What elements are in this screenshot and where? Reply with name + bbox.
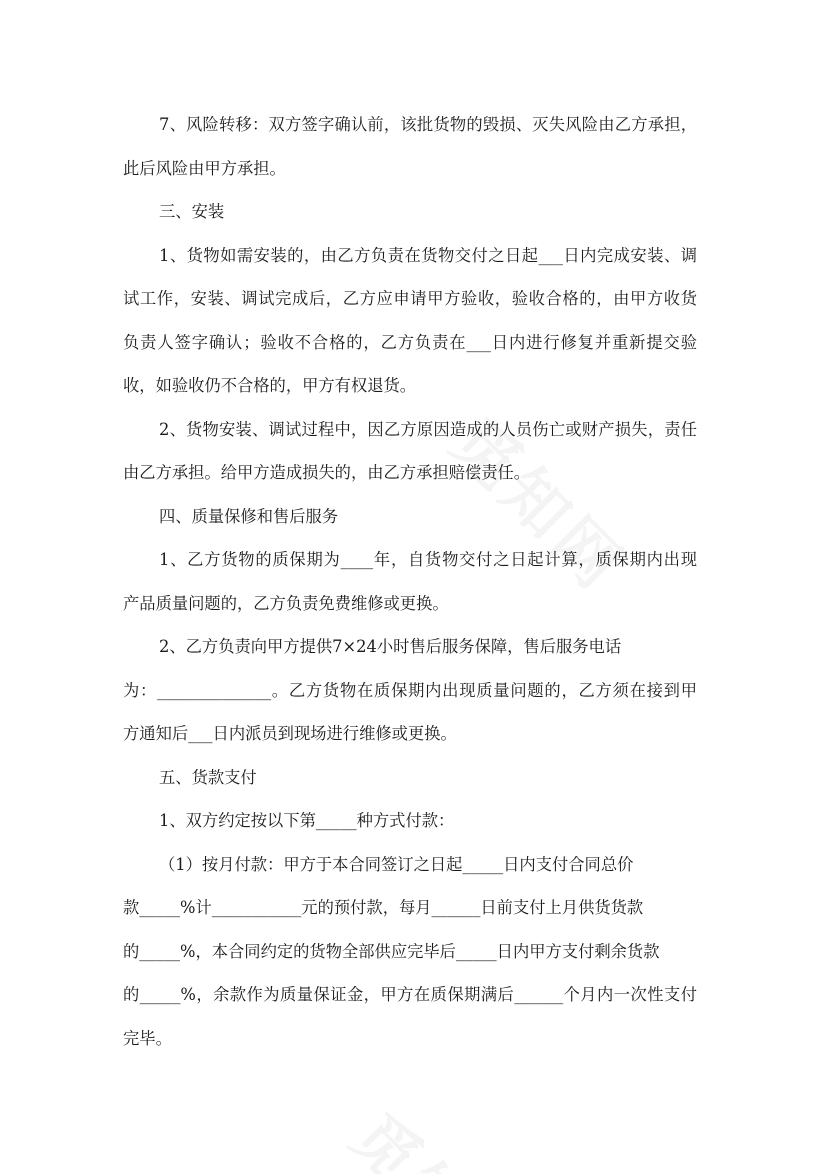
contract-body [123,103,697,1060]
text-line: 完毕。 [123,1028,172,1048]
text-line: 产品质量问题的，乙方负责免费维修或更换。 [123,593,449,613]
text-line: 由乙方承担。给甲方造成损失的，由乙方承担赔偿责任。 [123,463,531,482]
section-heading-installation: 三、安装 [159,202,225,221]
text-line: 为：______________。乙方货物在质保期内出现质量问题的，乙方须在接到甲 [123,680,697,700]
section-heading-warranty: 四、质量保修和售后服务 [159,506,339,526]
text-line: （1）按月付款：甲方于本合同签订之日起_____日内支付合同总价 [159,854,634,874]
text-line: 的_____%，本合同约定的货物全部供应完毕后_____日内甲方支付剩余货款 [123,941,660,961]
text-line: 方通知后___日内派员到现场进行维修或更换。 [123,724,457,743]
watermark [335,1090,549,1174]
text-line: 收，如验收仍不合格的，甲方有权退货。 [123,376,417,395]
text-line: 1、双方约定按以下第_____种方式付款： [159,811,455,830]
text-line: 1、货物如需安装的，由乙方负责在货物交付之日起___日内完成安装、调 [159,245,697,265]
text-line: 款_____%计___________元的预付款，每月______日前支付上月供货货款 [123,898,644,917]
text-line: 试工作，安装、调试完成后，乙方应申请甲方验收，验收合格的，由甲方收货 [123,289,697,308]
text-line: 负责人签字确认；验收不合格的，乙方负责在___日内进行修复并重新提交验 [123,332,697,352]
text-line: 7、风险转移：双方签字确认前，该批货物的毁损、灭失风险由乙方承担， [159,115,697,134]
text-line: 的_____%，余款作为质量保证金，甲方在质保期满后______个月内一次性支付 [123,985,697,1004]
text-line: 2、货物安装、调试过程中，因乙方原因造成的人员伤亡或财产损失，责任 [159,419,697,439]
section-heading-payment: 五、货款支付 [159,767,257,787]
text-line: 1、乙方货物的质保期为____年，自货物交付之日起计算，质保期内出现 [159,550,697,569]
text-line: 2、乙方负责向甲方提供7×24小时售后服务保障，售后服务电话 [159,637,622,656]
text-line: 此后风险由甲方承担。 [123,158,286,178]
